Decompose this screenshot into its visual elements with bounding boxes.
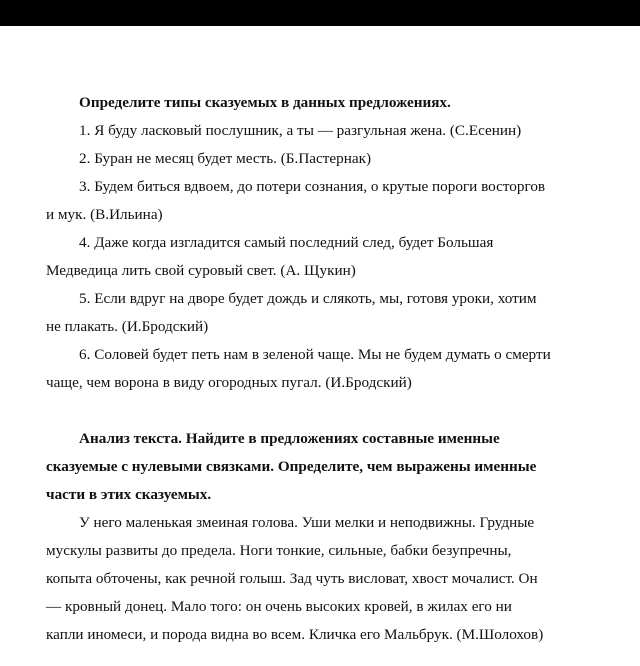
passage-line-4: — кровный донец. Мало того: он очень высоких кровей, в жилах его ни [46,598,512,615]
task2-passage [46,509,594,649]
sentence-1-line-1: 1. Я буду ласковый послушник, а ты — разгульная жена. (С.Есенин) [79,122,522,139]
sentence-4-line-1: 4. Даже когда изгладится самый последний след, будет Большая [79,234,494,251]
passage-line-1: У него маленькая змеиная голова. Уши мелки и неподвижны. Грудные [79,514,535,531]
task2-heading-line-2: сказуемые с нулевыми связками. Определите, чем выражены именные [46,458,537,475]
document-page [0,26,640,666]
sentence-6-line-2: чаще, чем ворона в виду огородных пугал. (И.Бродский) [46,374,412,391]
sentence-5-line-2: не плакать. (И.Бродский) [46,318,209,335]
passage-line-3: копыта обточены, как речной голыш. Зад чуть висловат, хвост мочалист. Он [46,570,538,587]
passage-line-2: мускулы развиты до предела. Ноги тонкие, сильные, бабки безупречны, [46,542,512,559]
task2-heading-line-3: части в этих сказуемых. [46,486,212,503]
passage-line-5: капли иномеси, и порода видна во всем. Кличка его Мальбрук. (М.Шолохов) [46,626,544,643]
sentence-4-line-2: Медведица лить свой суровый свет. (А. Щукин) [46,262,356,279]
task1-sentence-list [46,117,594,397]
sentence-6-line-1: 6. Соловей будет петь нам в зеленой чаще. Мы не будем думать о смерти [79,346,551,363]
task2-heading-line-1: Анализ текста. Найдите в предложениях составные именные [79,430,500,447]
task1-heading: Определите типы сказуемых в данных предложениях. [79,94,451,111]
task2-heading [46,425,594,509]
sentence-3-line-2: и мук. (В.Ильина) [46,206,163,223]
sentence-3-line-1: 3. Будем биться вдвоем, до потери сознания, о крутые пороги восторгов [79,178,546,195]
sentence-5-line-1: 5. Если вдруг на дворе будет дождь и слякоть, мы, готовя уроки, хотим [79,290,537,307]
sentence-2-line-1: 2. Буран не месяц будет месть. (Б.Пастернак) [79,150,372,167]
